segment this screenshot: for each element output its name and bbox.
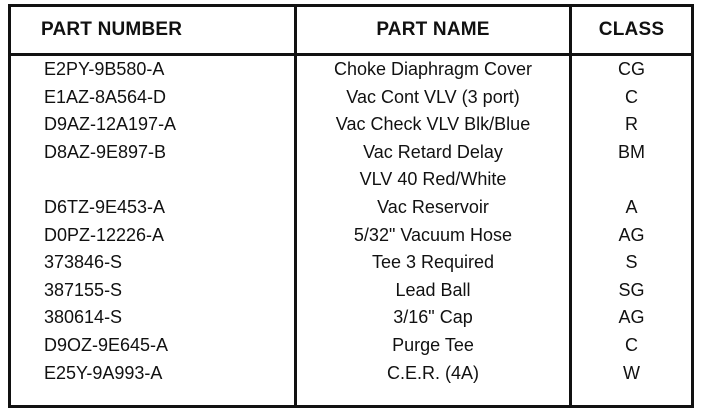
part-name-cell: Vac Cont VLV (3 port) xyxy=(346,86,520,107)
table-row xyxy=(11,111,691,139)
part-number-cell: 380614-S xyxy=(44,307,123,328)
part-name-cell: Lead Ball xyxy=(395,279,471,300)
table-row xyxy=(11,194,691,222)
table-body xyxy=(11,56,691,387)
class-cell: A xyxy=(625,196,638,217)
part-number-cell: D9OZ-9E645-A xyxy=(44,334,169,355)
part-name-cell: Purge Tee xyxy=(392,334,474,355)
table-row xyxy=(11,332,691,360)
part-number-cell: D9AZ-12A197-A xyxy=(44,114,177,135)
part-number-cell: D0PZ-12226-A xyxy=(44,224,165,245)
table-row xyxy=(11,360,691,388)
part-name-cell: C.E.R. (4A) xyxy=(386,362,479,383)
table-row xyxy=(11,249,691,277)
part-name-cell: Vac Check VLV Blk/Blue xyxy=(335,114,531,135)
part-number-cell: E25Y-9A993-A xyxy=(44,362,163,383)
table-row xyxy=(11,166,691,194)
class-cell: W xyxy=(623,362,640,383)
part-number-cell: E1AZ-8A564-D xyxy=(44,86,167,107)
table-row xyxy=(11,277,691,305)
part-name-cell: 3/16" Cap xyxy=(393,307,473,328)
class-cell: AG xyxy=(618,224,645,245)
class-cell: SG xyxy=(618,279,645,300)
part-name-cell: VLV 40 Red/White xyxy=(359,169,507,190)
part-number-cell: 373846-S xyxy=(44,252,123,273)
table-row xyxy=(11,222,691,250)
table-header xyxy=(11,7,691,56)
table-row xyxy=(11,56,691,84)
part-name-cell: Tee 3 Required xyxy=(371,252,495,273)
header-class: CLASS xyxy=(598,19,665,40)
class-cell: S xyxy=(625,252,638,273)
part-number-cell: D8AZ-9E897-B xyxy=(44,141,167,162)
table-row xyxy=(11,304,691,332)
table-row xyxy=(11,139,691,167)
header-part-name: PART NAME xyxy=(376,19,490,40)
part-number-cell: E2PY-9B580-A xyxy=(44,59,165,79)
class-cell: AG xyxy=(618,307,645,328)
header-part-number: PART NUMBER xyxy=(41,19,183,40)
class-cell: R xyxy=(625,114,638,135)
class-cell: C xyxy=(625,86,638,107)
part-name-cell: Vac Retard Delay xyxy=(363,141,503,162)
class-cell: BM xyxy=(618,141,645,162)
table-row xyxy=(11,84,691,112)
parts-table xyxy=(8,4,694,408)
class-cell xyxy=(572,166,691,194)
part-name-cell: Vac Reservoir xyxy=(377,196,489,217)
part-number-cell: D6TZ-9E453-A xyxy=(44,196,166,217)
class-cell: CG xyxy=(618,59,645,79)
part-name-cell: 5/32" Vacuum Hose xyxy=(353,224,513,245)
part-number-cell: 387155-S xyxy=(44,279,123,300)
part-name-cell: Choke Diaphragm Cover xyxy=(333,59,533,79)
class-cell: C xyxy=(625,334,638,355)
